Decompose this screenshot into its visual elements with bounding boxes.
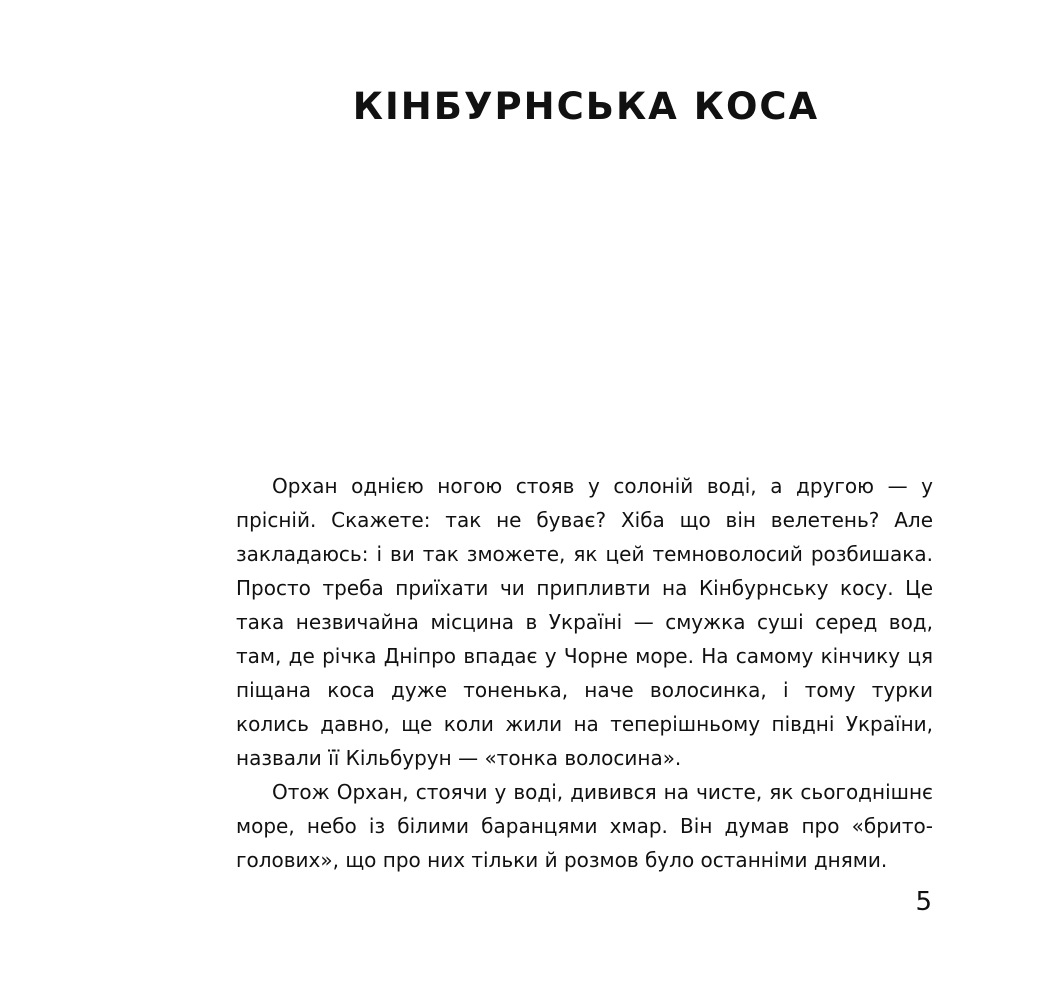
chapter-title: КІНБУРНСЬКА КОСА [352,85,820,128]
paragraph-1: Орхан однією ногою стояв у солоній воді, а другою — у прісній. Скажете: так не буває? Хіба що він велетень? Але закладаюсь: і ви так зможете, як цей темноволосий розбишака. Просто треба приїхати чи припливти на Кінбурнську косу. Це така незвичайна місцина в Україні — смужка суші серед вод, там, де річка Дніпро впадає у Чорне море. На самому кінчику ця піщана коса дуже тоненька, наче волосинка, і тому турки колись давно, ще коли жили на теперішньому півдні України, назвали її Кільбурун — «тонка волосина». [236,474,933,770]
body-text [236,469,933,877]
page-number: 5 [915,887,932,917]
paragraph-2: Отож Орхан, стоячи у воді, дивився на чисте, як сьогоднішнє море, небо із білими баранцями хмар. Він думав про «брито-голових», що про них тільки й розмов було останніми днями. [236,780,933,872]
